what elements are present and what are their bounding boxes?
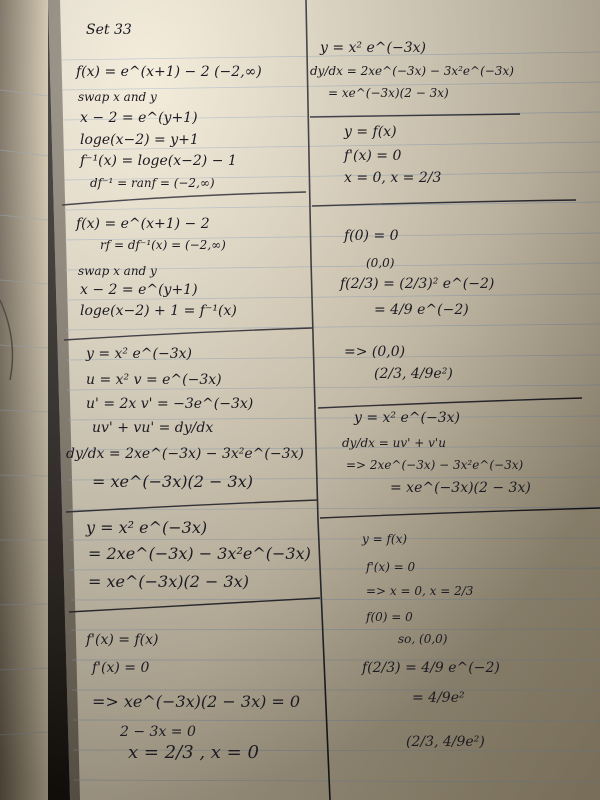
note-line: swap x and y	[78, 90, 157, 104]
note-line: = xe^(−3x)(2 − 3x)	[92, 472, 253, 491]
note-line: so, (0,0)	[398, 632, 448, 646]
note-line: f(2/3) = 4/9 e^(−2)	[362, 660, 500, 676]
note-line: 2 − 3x = 0	[120, 724, 196, 740]
note-line: y = f(x)	[344, 124, 397, 140]
note-line: uv' + vu' = dy/dx	[92, 420, 214, 436]
note-line: = 2xe^(−3x) − 3x²e^(−3x)	[88, 544, 311, 563]
note-line: dy/dx = uv' + v'u	[342, 436, 446, 450]
note-line: df⁻¹ = ranf = (−2,∞)	[90, 176, 215, 190]
note-line: x = 2/3 , x = 0	[128, 742, 259, 763]
note-line: y = x² e^(−3x)	[354, 410, 460, 426]
note-line: y = x² e^(−3x)	[86, 518, 208, 537]
note-line: u = x² v = e^(−3x)	[86, 372, 222, 388]
note-line: = xe^(−3x)(2 − 3x)	[390, 480, 531, 496]
note-line: rf = df⁻¹(x) = (−2,∞)	[100, 238, 226, 252]
note-line: f'(x) = f(x)	[86, 632, 159, 648]
note-line: f(x) = e^(x+1) − 2	[76, 216, 210, 232]
note-line: => (0,0)	[344, 344, 406, 360]
note-line: swap x and y	[78, 264, 157, 278]
note-line: => 2xe^(−3x) − 3x²e^(−3x)	[346, 458, 524, 472]
note-line: y = x² e^(−3x)	[86, 346, 192, 362]
note-line: u' = 2x v' = −3e^(−3x)	[86, 396, 254, 412]
note-line: f(x) = e^(x+1) − 2 (−2,∞)	[76, 64, 262, 80]
note-line: = xe^(−3x)(2 − 3x)	[328, 86, 449, 100]
note-line: = 4/9e²	[412, 690, 465, 706]
page-header: Set 33	[86, 22, 132, 38]
note-line: f'(x) = 0	[92, 660, 150, 676]
note-line: loge(x−2) = y+1	[80, 132, 199, 148]
note-line: dy/dx = 2xe^(−3x) − 3x²e^(−3x)	[66, 446, 304, 462]
note-line: f(0) = 0	[344, 228, 399, 244]
note-line: f(0) = 0	[366, 610, 413, 624]
note-line: x = 0, x = 2/3	[344, 170, 442, 186]
note-line: => x = 0, x = 2/3	[366, 584, 474, 598]
note-line: f⁻¹(x) = loge(x−2) − 1	[80, 153, 237, 169]
note-line: x − 2 = e^(y+1)	[80, 282, 198, 298]
note-line: = xe^(−3x)(2 − 3x)	[88, 572, 249, 591]
note-line: f(2/3) = (2/3)² e^(−2)	[340, 276, 495, 292]
note-line: f'(x) = 0	[344, 148, 402, 164]
note-line: (0,0)	[366, 256, 395, 270]
note-line: y = f(x)	[362, 532, 408, 546]
note-line: f'(x) = 0	[366, 560, 416, 574]
note-line: dy/dx = 2xe^(−3x) − 3x²e^(−3x)	[310, 64, 514, 78]
note-line: loge(x−2) + 1 = f⁻¹(x)	[80, 303, 237, 319]
note-line: x − 2 = e^(y+1)	[80, 110, 198, 126]
note-line: (2/3, 4/9e²)	[406, 734, 485, 750]
note-line: y = x² e^(−3x)	[320, 40, 426, 56]
note-line: => xe^(−3x)(2 − 3x) = 0	[92, 692, 301, 711]
note-line: (2/3, 4/9e²)	[374, 366, 453, 382]
note-line: = 4/9 e^(−2)	[374, 302, 469, 318]
